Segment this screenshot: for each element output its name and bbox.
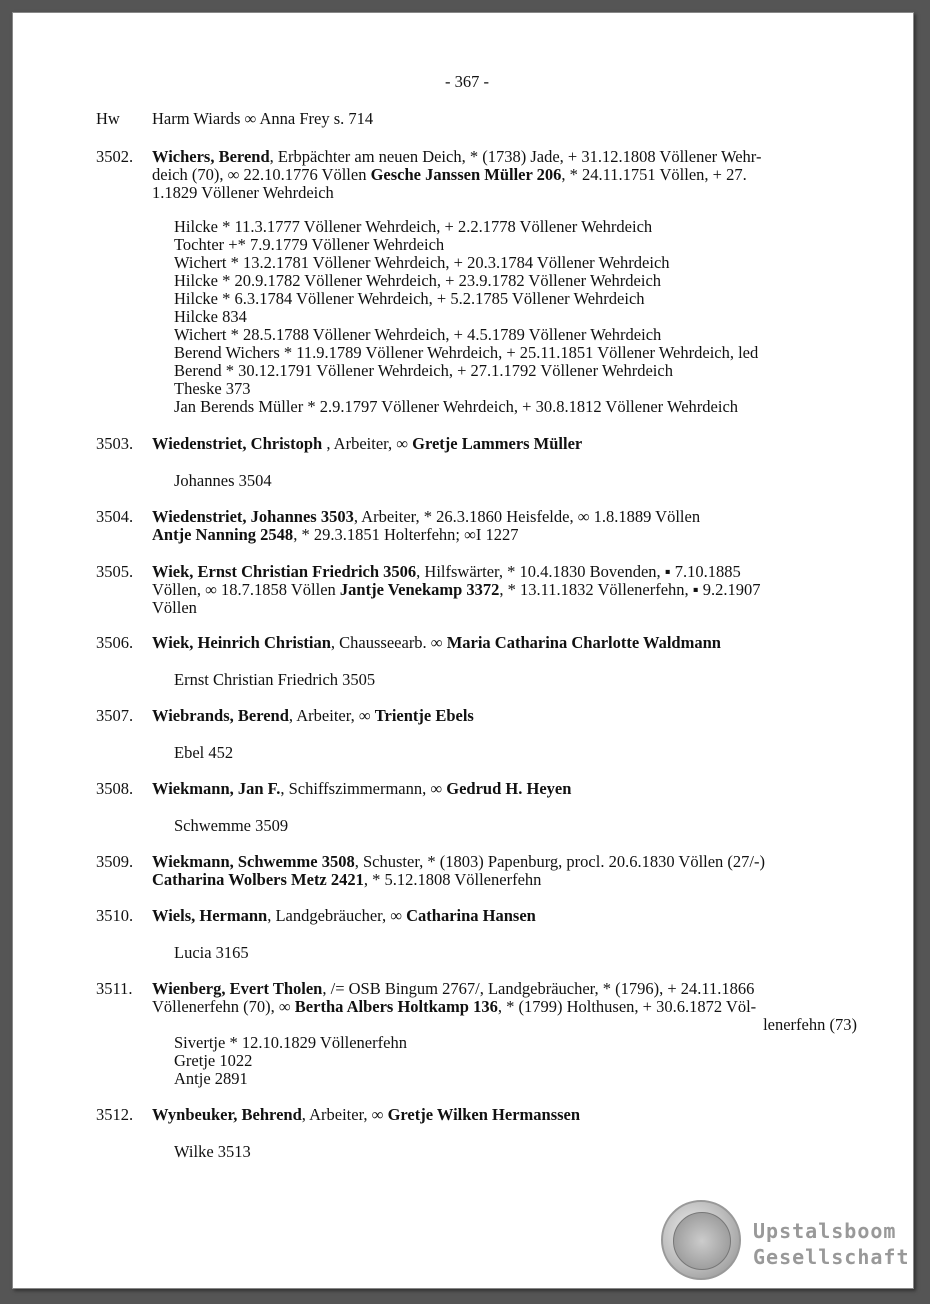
entry-name: Wiels, Hermann bbox=[152, 906, 268, 925]
child-item: Wichert * 28.5.1788 Völlener Wehrdeich, + 4.5.1789 Völlener Wehrdeich bbox=[174, 325, 662, 344]
entry-number: 3510. bbox=[96, 906, 134, 925]
child-item: Ernst Christian Friedrich 3505 bbox=[174, 670, 376, 689]
child-item: Berend * 30.12.1791 Völlener Wehrdeich, + 27.1.1792 Völlener Wehrdeich bbox=[174, 361, 673, 380]
spouse-name: Catharina Wolbers Metz 2421 bbox=[152, 870, 364, 889]
seal-inner bbox=[673, 1212, 731, 1270]
entry-3505-line1: Wiek, Ernst Christian Friedrich 3506, Hilfswärter, * 10.4.1830 Bovenden, ▪ 7.10.1885 bbox=[152, 562, 741, 581]
spouse-name: Gedrud H. Heyen bbox=[446, 779, 572, 798]
spouse-name: Gretje Wilken Hermanssen bbox=[387, 1105, 581, 1124]
entry-3509-line2: Catharina Wolbers Metz 2421, * 5.12.1808 Völlenerfehn bbox=[152, 870, 542, 889]
brand-line2: Gesellschaft bbox=[753, 1245, 910, 1269]
spouse-name: Gesche Janssen Müller 206 bbox=[370, 165, 562, 184]
child-item: Hilcke * 20.9.1782 Völlener Wehrdeich, + 23.9.1782 Völlener Wehrdeich bbox=[174, 271, 662, 290]
entry-name: Wiekmann, Schwemme 3508 bbox=[152, 852, 355, 871]
child-item: Jan Berends Müller * 2.9.1797 Völlener Wehrdeich, + 30.8.1812 Völlener Wehrdeich bbox=[174, 397, 739, 416]
entry-number: 3505. bbox=[96, 562, 134, 581]
entry-3511-line1: Wienberg, Evert Tholen, /= OSB Bingum 2767/, Landgebräucher, * (1796), + 24.11.1866 bbox=[152, 979, 755, 998]
hw-text: Harm Wiards ∞ Anna Frey s. 714 bbox=[152, 109, 374, 128]
child-item: Antje 2891 bbox=[174, 1069, 248, 1088]
brand-line1: Upstalsboom bbox=[753, 1219, 897, 1243]
child-item: Tochter +* 7.9.1779 Völlener Wehrdeich bbox=[174, 235, 445, 254]
child-item: Lucia 3165 bbox=[174, 943, 249, 962]
spouse-name: Maria Catharina Charlotte Waldmann bbox=[446, 633, 721, 652]
child-item: Theske 373 bbox=[174, 379, 251, 398]
document-page bbox=[12, 12, 914, 1289]
child-item: Hilcke * 6.3.1784 Völlener Wehrdeich, + 5.2.1785 Völlener Wehrdeich bbox=[174, 289, 645, 308]
child-item: Hilcke * 11.3.1777 Völlener Wehrdeich, + 2.2.1778 Völlener Wehrdeich bbox=[174, 217, 653, 236]
entry-3504-line2: Antje Nanning 2548, * 29.3.1851 Holterfehn; ∞I 1227 bbox=[152, 525, 519, 544]
entry-3511-line3: lenerfehn (73) bbox=[763, 1015, 857, 1034]
entry-name: Wiekmann, Jan F. bbox=[152, 779, 281, 798]
entry-3504-line1: Wiedenstriet, Johannes 3503, Arbeiter, * 26.3.1860 Heisfelde, ∞ 1.8.1889 Völlen bbox=[152, 507, 701, 526]
entry-3503-line1: Wiedenstriet, Christoph , Arbeiter, ∞ Gretje Lammers Müller bbox=[152, 434, 583, 453]
children-list bbox=[174, 218, 758, 416]
entry-name: Wichers, Berend bbox=[152, 147, 270, 166]
entry-3511-line2: Völlenerfehn (70), ∞ Bertha Albers Holtkamp 136, * (1799) Holthusen, + 30.6.1872 Völ- bbox=[152, 997, 757, 1016]
entry-number: 3502. bbox=[96, 147, 134, 166]
entry-number: 3503. bbox=[96, 434, 134, 453]
entry-3507-line1: Wiebrands, Berend, Arbeiter, ∞ Trientje Ebels bbox=[152, 706, 474, 725]
entry-3509-line1: Wiekmann, Schwemme 3508, Schuster, * (1803) Papenburg, procl. 20.6.1830 Völlen (27/-) bbox=[152, 852, 766, 871]
child-item: Wilke 3513 bbox=[174, 1142, 251, 1161]
entry-3512-line1: Wynbeuker, Behrend, Arbeiter, ∞ Gretje Wilken Hermanssen bbox=[152, 1105, 581, 1124]
entry-3506-line1: Wiek, Heinrich Christian, Chausseearb. ∞ Maria Catharina Charlotte Waldmann bbox=[152, 633, 721, 652]
child-item: Schwemme 3509 bbox=[174, 816, 289, 835]
entry-name: Wiedenstriet, Johannes 3503 bbox=[152, 507, 354, 526]
entry-3505-line2: Völlen, ∞ 18.7.1858 Völlen Jantje Venekamp 3372, * 13.11.1832 Völlenerfehn, ▪ 9.2.1907 bbox=[152, 580, 761, 599]
entry-number: 3506. bbox=[96, 633, 134, 652]
spouse-name: Catharina Hansen bbox=[406, 906, 536, 925]
hw-label: Hw bbox=[96, 109, 120, 128]
page-number: - 367 - bbox=[445, 72, 489, 91]
entry-name: Wiedenstriet, Christoph bbox=[152, 434, 323, 453]
spouse-name: Antje Nanning 2548 bbox=[152, 525, 294, 544]
seal-logo bbox=[661, 1200, 741, 1280]
entry-3510-line1: Wiels, Hermann, Landgebräucher, ∞ Catharina Hansen bbox=[152, 906, 536, 925]
entry-3502-line3: 1.1829 Völlener Wehrdeich bbox=[152, 183, 334, 202]
child-item: Sivertje * 12.10.1829 Völlenerfehn bbox=[174, 1033, 407, 1052]
entry-name: Wiek, Heinrich Christian bbox=[152, 633, 331, 652]
entry-name: Wiebrands, Berend bbox=[152, 706, 289, 725]
child-item: Berend Wichers * 11.9.1789 Völlener Wehrdeich, + 25.11.1851 Völlener Wehrdeich, led bbox=[174, 343, 759, 362]
entry-name: Wiek, Ernst Christian Friedrich 3506 bbox=[152, 562, 417, 581]
entry-number: 3507. bbox=[96, 706, 134, 725]
entry-number: 3511. bbox=[96, 979, 133, 998]
spouse-name: Jantje Venekamp 3372 bbox=[339, 580, 500, 599]
child-item: Gretje 1022 bbox=[174, 1051, 253, 1070]
children-list bbox=[174, 1034, 407, 1088]
entry-number: 3512. bbox=[96, 1105, 134, 1124]
entry-number: 3508. bbox=[96, 779, 134, 798]
brand-logo bbox=[753, 1218, 910, 1270]
entry-3508-line1: Wiekmann, Jan F., Schiffszimmermann, ∞ Gedrud H. Heyen bbox=[152, 779, 572, 798]
entry-name: Wynbeuker, Behrend bbox=[152, 1105, 302, 1124]
entry-3502-line1: Wichers, Berend, Erbpächter am neuen Deich, * (1738) Jade, + 31.12.1808 Völlener Wehr- bbox=[152, 147, 762, 166]
child-item: Ebel 452 bbox=[174, 743, 234, 762]
entry-number: 3504. bbox=[96, 507, 134, 526]
entry-3505-line3: Völlen bbox=[152, 598, 197, 617]
entry-name: Wienberg, Evert Tholen bbox=[152, 979, 323, 998]
child-item: Hilcke 834 bbox=[174, 307, 247, 326]
spouse-name: Trientje Ebels bbox=[374, 706, 474, 725]
spouse-name: Gretje Lammers Müller bbox=[412, 434, 583, 453]
entry-number: 3509. bbox=[96, 852, 134, 871]
child-item: Wichert * 13.2.1781 Völlener Wehrdeich, + 20.3.1784 Völlener Wehrdeich bbox=[174, 253, 670, 272]
child-item: Johannes 3504 bbox=[174, 471, 272, 490]
spouse-name: Bertha Albers Holtkamp 136 bbox=[294, 997, 498, 1016]
entry-3502-line2: deich (70), ∞ 22.10.1776 Völlen Gesche Janssen Müller 206, * 24.11.1751 Völlen, + 27. bbox=[152, 165, 747, 184]
